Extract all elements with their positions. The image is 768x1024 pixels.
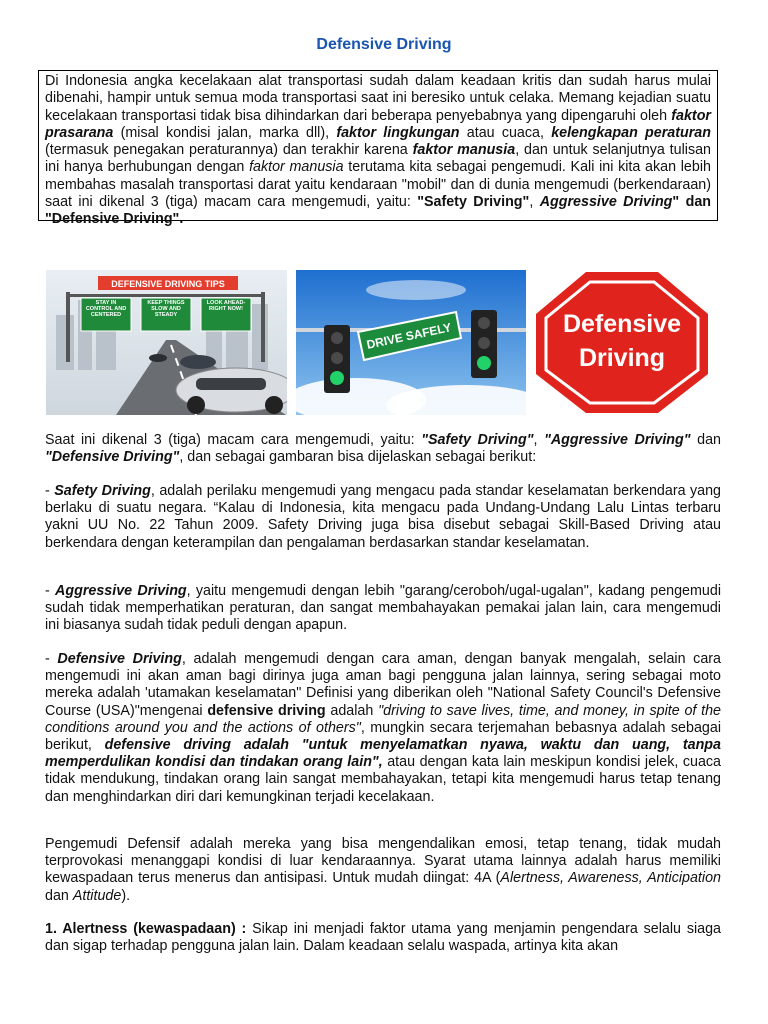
paragraph-defensive-driver bbox=[45, 836, 721, 905]
paragraph-aggressive-driving bbox=[45, 583, 721, 635]
intro-emph: "Safety Driving" bbox=[417, 194, 530, 211]
paragraph-safety-driving bbox=[45, 483, 721, 552]
italic: Alertness, Awareness, Anticipation bbox=[500, 870, 721, 887]
text: , adalah perilaku mengemudi yang mengacu pada standar keselamatan berkendara yang berlaku di suatu negara. “Kalau di Indonesia, kita mengacu pada Undang-Undang Lalu Lintas terbaru yakni UU No. 22 Tahun 2009. Safety Driving juga bisa disebut sebagai Skill-Based Driving atau berkendara dengan keterampilan dan pengalaman berdasarkan standar keselamatan. bbox=[45, 483, 722, 551]
text: Sikap ini menjadi faktor utama yang menjamin pengendara selalu siaga dan sigap terhadap pengguna jalan lain. Dalam keadaan selalu waspada, artinya kita akan bbox=[45, 921, 721, 955]
intro-emph: "Defensive Driving". bbox=[45, 211, 184, 228]
emph: "Defensive Driving" bbox=[45, 449, 180, 466]
emph: Aggressive Driving bbox=[55, 583, 187, 599]
text: - bbox=[45, 583, 56, 599]
text: Pengemudi Defensif adalah mereka yang bisa mengendalikan emosi, tetap tenang, tidak mudah terprovokasi menanggapi kondisi di luar kendaraannya. Syarat utama lainnya adalah harus memiliki kewaspadaan terus menerus dan antisipasi. Untuk mudah diingat: 4A ( bbox=[45, 836, 721, 887]
intro-text: , dan untuk selanjutnya tulisan ini hanya berhubungan dengan bbox=[45, 142, 711, 176]
text: dan bbox=[45, 887, 73, 904]
intro-emph: Aggressive Driving bbox=[539, 194, 673, 211]
sign-line-1: Defensive bbox=[562, 310, 682, 338]
text: atau dengan kata lain meskipun kondisi jelek, cuaca tidak mendukung, tindakan orang lain sangat membahayakan, tetapi kita mengemudi harus tetap tenang dan menghindarkan diri dari kemungkinan terjadi kecelakaan. bbox=[45, 754, 721, 805]
intro-emph: faktor manusia bbox=[412, 142, 516, 159]
intro-quote: " dan bbox=[672, 194, 712, 211]
paragraph-types bbox=[45, 432, 721, 466]
intro-text: Di Indonesia angka kecelakaan alat transportasi sudah dalam keadaan kritis dan sudah harus mulai dibenahi, hampir untuk semua moda transportasi saat ini beresiko untuk celaka. Memang kejadian suatu kecelakaan transportasi tidak bisa dihindarkan dari beberapa penyebabnya yang dipengaruhi oleh bbox=[45, 73, 711, 124]
text: - bbox=[45, 651, 58, 667]
paragraph-defensive-driving bbox=[45, 651, 721, 806]
text: ). bbox=[121, 887, 131, 904]
emph: Defensive Driving bbox=[57, 651, 182, 667]
text: , adalah mengemudi dengan cara aman, dengan banyak mengalah, selain cara mengemudi ini akan aman bagi dirinya juga aman bagi pengguna jalan lainnya, sering sebagai moto mereka adalah 'utamakan keselamatan" Definisi yang diberikan oleh "National Safety Council's Defensive Course (USA)"mengenai bbox=[45, 651, 721, 719]
emph: Safety Driving bbox=[54, 483, 151, 499]
tips-heading: DEFENSIVE DRIVING TIPS bbox=[111, 279, 225, 289]
tips-illustration bbox=[46, 270, 287, 415]
intro-text: atau cuaca, bbox=[459, 124, 552, 141]
paragraph-alertness bbox=[45, 921, 721, 955]
intro-text: (termasuk penegakan peraturannya) dan terakhir karena bbox=[45, 142, 413, 159]
italic: "driving to save lives, time, and money, in spite of the conditions around you and the actions of others" bbox=[45, 702, 721, 736]
sign-line-2: Driving bbox=[578, 344, 666, 372]
sign-2: KEEP THINGS SLOW AND STEADY bbox=[147, 300, 185, 318]
text: , bbox=[533, 432, 545, 448]
intro-emph: kelengkapan peraturan bbox=[551, 124, 711, 141]
emph: 1. Alertness (kewaspadaan) : bbox=[45, 921, 247, 937]
text: Saat ini dikenal 3 (tiga) macam cara mengemudi, yaitu: bbox=[45, 432, 422, 448]
text: dan bbox=[690, 432, 721, 448]
text: , yaitu mengemudi dengan lebih "garang/ceroboh/ugal-ugalan", kadang pengemudi sudah tidak memperhatikan peraturan, dan sangat membahayakan pemakai jalan lain, cara mengemudi ini biasanya sudah tidak peduli dengan apapun. bbox=[45, 583, 721, 634]
emph: "Safety Driving" bbox=[421, 432, 534, 448]
sign-1: STAY IN CONTROL AND CENTERED bbox=[85, 300, 127, 318]
intro-emph: faktor prasarana bbox=[45, 107, 711, 141]
sign-3: LOOK AHEAD-RIGHT NOW! bbox=[206, 300, 246, 312]
intro-italic: faktor manusia bbox=[249, 159, 344, 176]
intro-emph: faktor lingkungan bbox=[336, 124, 460, 141]
text: adalah bbox=[325, 702, 379, 719]
intro-text: (misal kondisi jalan, marka dll), bbox=[113, 124, 337, 141]
intro-box bbox=[38, 70, 718, 228]
defensive-driving-sign bbox=[534, 270, 710, 415]
emph: defensive driving bbox=[207, 702, 326, 719]
text: , dan sebagai gambaran bisa dijelaskan sebagai berikut: bbox=[179, 449, 537, 466]
intro-text: terutama kita sebagai pengemudi. Kali ini kita akan lebih membahas masalah transportasi darat yaitu kendaraan "mobil" dan di dunia mengemudi (berkendaraan) saat ini dikenal 3 (tiga) macam cara mengemudi, yaitu: bbox=[45, 159, 711, 211]
drive-safely-illustration bbox=[296, 270, 526, 415]
text: - bbox=[45, 483, 55, 499]
emph: "Aggressive Driving" bbox=[544, 432, 691, 448]
italic: Attitude bbox=[72, 887, 122, 904]
text: , mungkin secara terjemahan bebasnya adalah sebagai berikut, bbox=[45, 719, 721, 754]
page-title: Defensive Driving bbox=[316, 36, 452, 53]
emph: defensive driving adalah "untuk menyelamatkan nyawa, waktu dan uang, tanpa memperdulikan kondisi dan tindakan orang lain", bbox=[45, 737, 721, 771]
intro-text: , bbox=[529, 194, 540, 211]
drive-safely-sign: DRIVE SAFELY bbox=[365, 320, 453, 352]
